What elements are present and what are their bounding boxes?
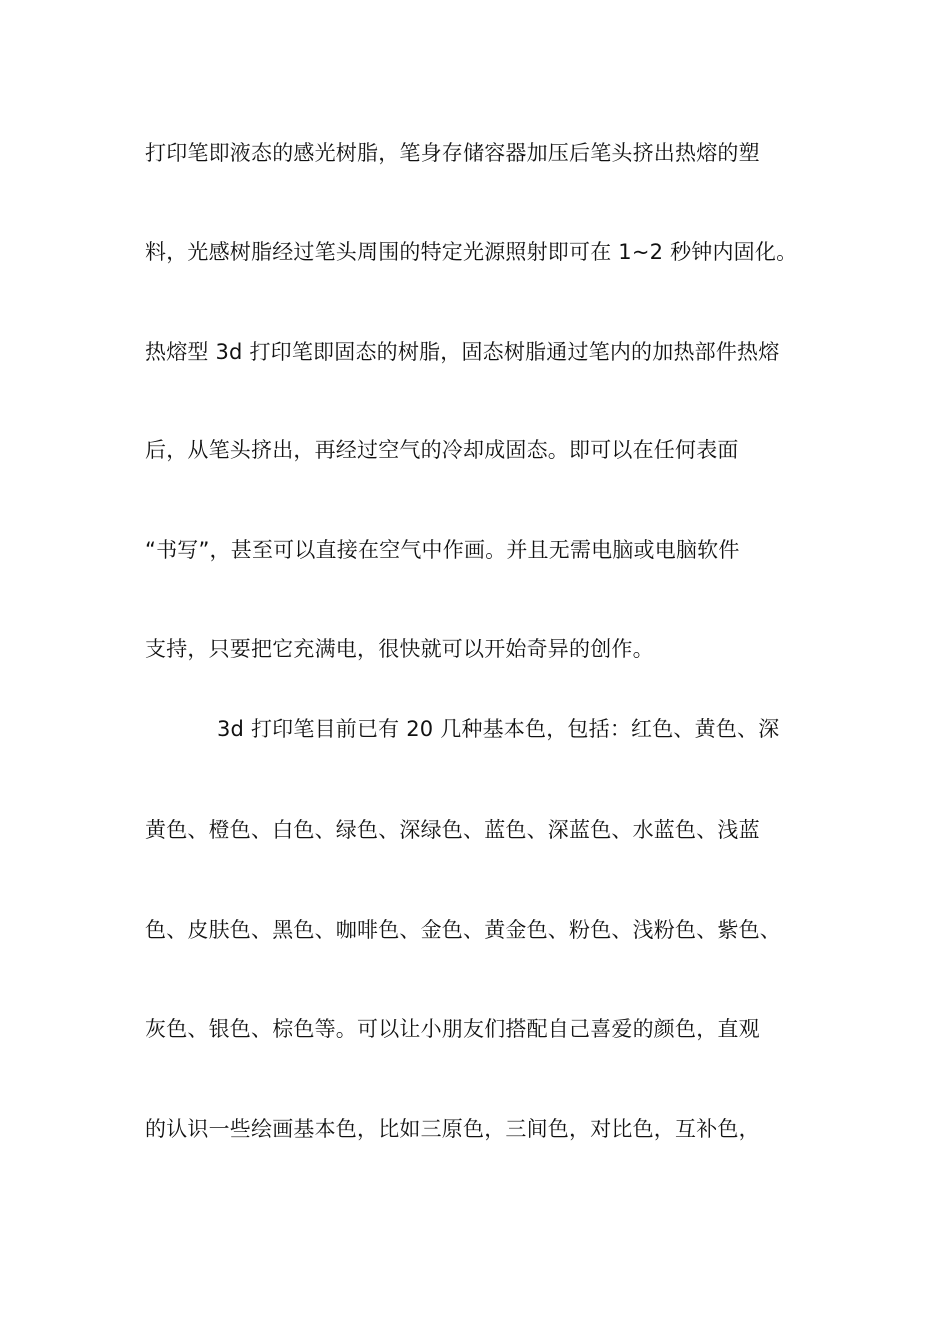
- text-line-11: 的认识一些绘画基本色，比如三原色，三间色，对比色，互补色，: [145, 1117, 760, 1141]
- text-line-3: 热熔型 3d 打印笔即固态的树脂，固态树脂通过笔内的加热部件热熔: [145, 340, 780, 364]
- text-line-1: 打印笔即液态的感光树脂，笔身存储容器加压后笔头挤出热熔的塑: [145, 141, 760, 165]
- text-line-4: 后，从笔头挤出，再经过空气的冷却成固态。即可以在任何表面: [145, 438, 739, 462]
- text-line-2: 料，光感树脂经过笔头周围的特定光源照射即可在 1~2 秒钟内固化。: [145, 240, 798, 264]
- text-line-8: 黄色、橙色、白色、绿色、深绿色、蓝色、深蓝色、水蓝色、浅蓝: [145, 818, 760, 842]
- text-line-7: 3d 打印笔目前已有 20 几种基本色，包括：红色、黄色、深: [217, 717, 780, 741]
- text-line-6: 支持，只要把它充满电，很快就可以开始奇异的创作。: [145, 637, 654, 661]
- text-line-10: 灰色、银色、棕色等。可以让小朋友们搭配自己喜爱的颜色，直观: [145, 1017, 760, 1041]
- text-line-9: 色、皮肤色、黑色、咖啡色、金色、黄金色、粉色、浅粉色、紫色、: [145, 918, 781, 942]
- text-line-5: “书写”，甚至可以直接在空气中作画。并且无需电脑或电脑软件: [145, 538, 740, 562]
